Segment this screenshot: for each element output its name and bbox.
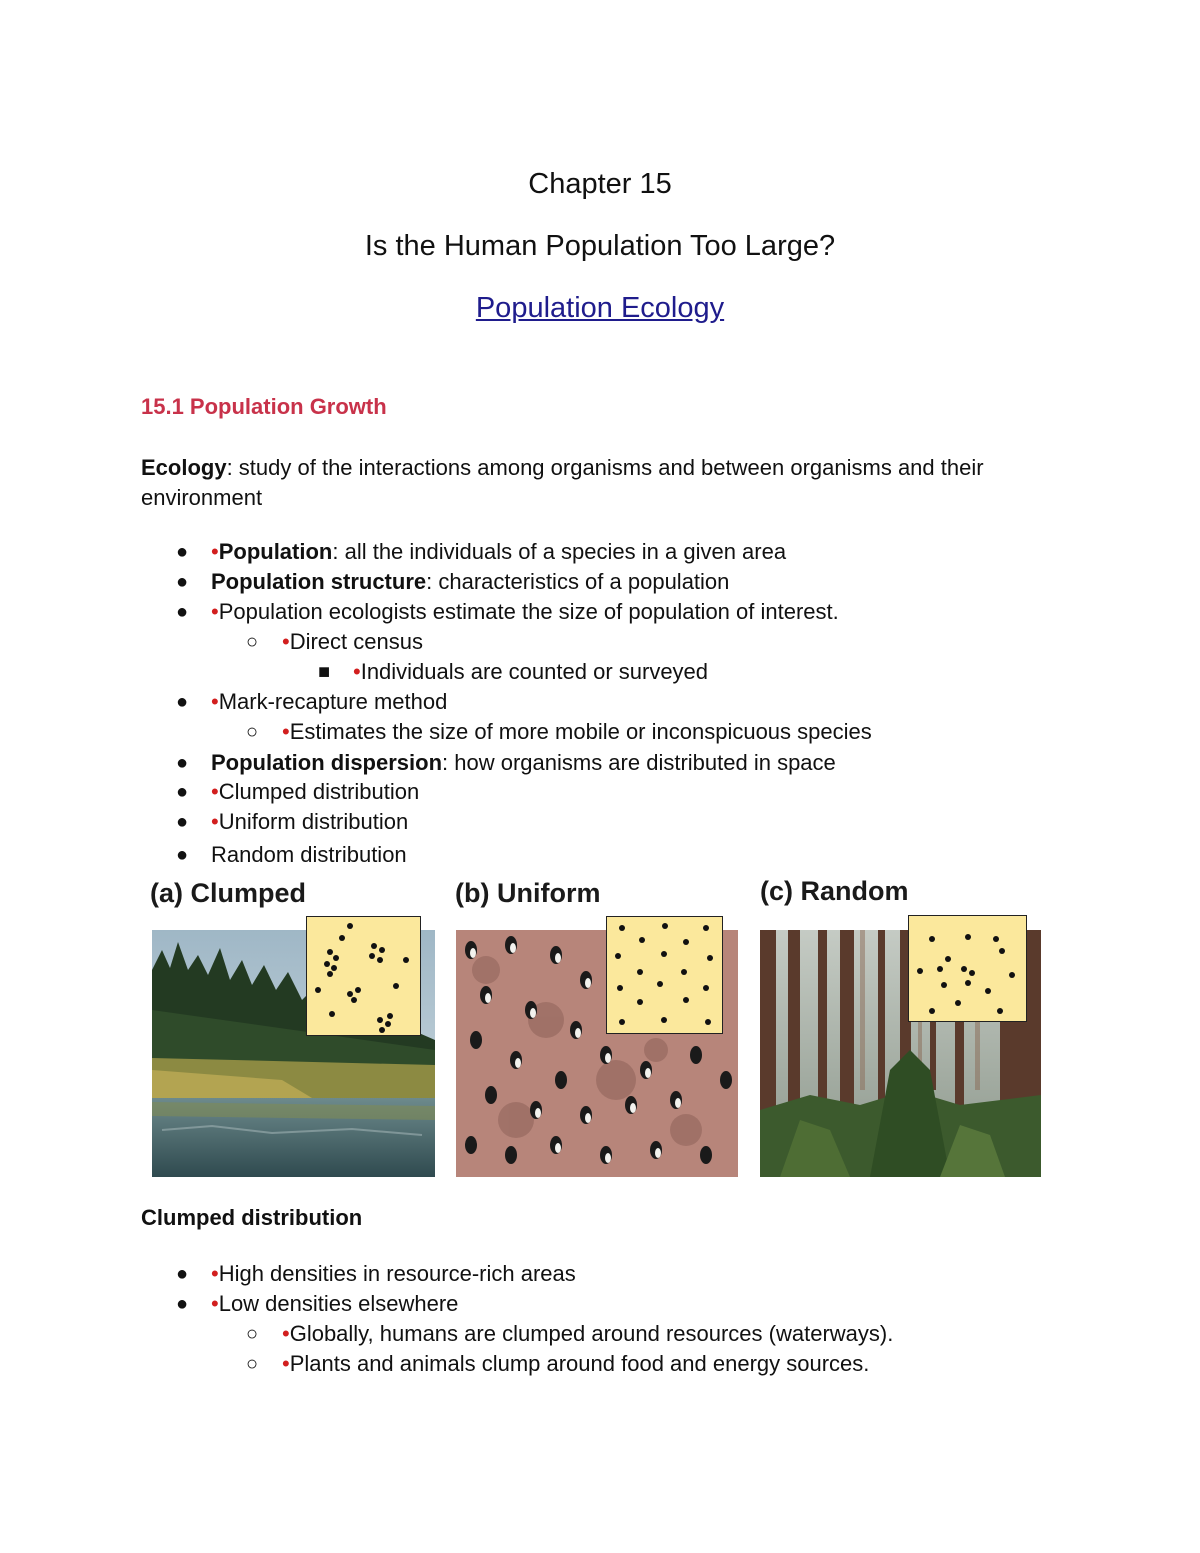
red-dot: • xyxy=(282,1351,290,1376)
panel-label-uniform: (b) Uniform xyxy=(455,878,601,908)
pattern-dot xyxy=(661,1017,667,1023)
pattern-dot xyxy=(351,997,357,1003)
pattern-dot xyxy=(985,988,991,994)
pattern-dot xyxy=(993,936,999,942)
pattern-dot xyxy=(929,936,935,942)
item-text: Plants and animals clump around food and energy sources. xyxy=(289,1351,870,1376)
bullet-icon: ● xyxy=(176,811,189,833)
bullet-icon: ○ xyxy=(246,1323,259,1345)
red-dot: • xyxy=(353,659,361,684)
pattern-dot xyxy=(637,969,643,975)
item-text: Mark-recapture method xyxy=(218,689,448,714)
bullet-icon: ● xyxy=(176,752,189,774)
pattern-dot xyxy=(379,1027,385,1033)
pattern-dot xyxy=(683,939,689,945)
bullet-icon: ● xyxy=(176,691,189,713)
pattern-dot xyxy=(917,968,923,974)
item-text: High densities in resource-rich areas xyxy=(218,1261,576,1286)
pattern-dot xyxy=(929,1008,935,1014)
pattern-dot xyxy=(315,987,321,993)
bullet-icon: ○ xyxy=(246,631,259,653)
pattern-dot xyxy=(639,937,645,943)
item-text: : how organisms are distributed in space xyxy=(442,750,836,775)
item-text: Direct census xyxy=(289,629,423,654)
random-pattern-inset xyxy=(908,915,1027,1022)
bullet-icon: ● xyxy=(176,1263,189,1285)
pattern-dot xyxy=(393,983,399,989)
pattern-dot xyxy=(661,951,667,957)
pattern-dot xyxy=(999,948,1005,954)
pattern-dot xyxy=(965,934,971,940)
red-dot: • xyxy=(211,809,219,834)
bullet-icon: ○ xyxy=(246,1353,259,1375)
item-text: Random distribution xyxy=(211,842,407,867)
term: Population dispersion xyxy=(211,750,443,775)
item-text: Globally, humans are clumped around resources (waterways). xyxy=(289,1321,894,1346)
pattern-dot xyxy=(327,949,333,955)
red-dot: • xyxy=(211,1291,219,1316)
item-text: Clumped distribution xyxy=(218,779,420,804)
panel-label-clumped: (a) Clumped xyxy=(150,878,307,908)
pattern-dot xyxy=(369,953,375,959)
red-dot: • xyxy=(211,599,219,624)
item-text: Low densities elsewhere xyxy=(218,1291,459,1316)
red-dot: • xyxy=(282,629,290,654)
pattern-dot xyxy=(339,935,345,941)
pattern-dot xyxy=(331,965,337,971)
pattern-dot xyxy=(347,923,353,929)
chapter-number: Chapter 15 xyxy=(528,168,672,200)
pattern-dot xyxy=(377,957,383,963)
chapter-title: Is the Human Population Too Large? xyxy=(364,230,836,262)
pattern-dot xyxy=(681,969,687,975)
pattern-dot xyxy=(387,1013,393,1019)
bullet-icon: ● xyxy=(176,571,189,593)
pattern-dot xyxy=(385,1021,391,1027)
pattern-dot xyxy=(329,1011,335,1017)
pattern-dot xyxy=(941,982,947,988)
bullet-icon: ○ xyxy=(246,721,259,743)
pattern-dot xyxy=(683,997,689,1003)
pattern-dot xyxy=(347,991,353,997)
pattern-dot xyxy=(1009,972,1015,978)
red-dot: • xyxy=(282,719,290,744)
red-dot: • xyxy=(211,539,219,564)
pattern-dot xyxy=(937,966,943,972)
ecology-definition xyxy=(141,453,1061,513)
pattern-dot xyxy=(619,1019,625,1025)
pattern-dot xyxy=(657,981,663,987)
clumped-heading: Clumped distribution xyxy=(141,1205,363,1230)
pattern-dot xyxy=(969,970,975,976)
pattern-dot xyxy=(945,956,951,962)
bullet-icon: ■ xyxy=(318,661,331,683)
pattern-dot xyxy=(615,953,621,959)
pattern-dot xyxy=(965,980,971,986)
pattern-dot xyxy=(324,961,330,967)
pattern-dot xyxy=(662,923,668,929)
bullet-icon: ● xyxy=(176,781,189,803)
term: Population xyxy=(218,539,333,564)
item-text: : characteristics of a population xyxy=(426,569,730,594)
pattern-dot xyxy=(703,925,709,931)
red-dot: • xyxy=(211,779,219,804)
pattern-dot xyxy=(403,957,409,963)
bullet-icon: ● xyxy=(176,844,189,866)
clumped-pattern-inset xyxy=(306,916,421,1036)
bullet-icon: ● xyxy=(176,541,189,563)
pattern-dot xyxy=(997,1008,1003,1014)
ecology-term: Ecology xyxy=(141,455,227,480)
ecology-definition-text: : study of the interactions among organisms and between organisms and their environment xyxy=(141,455,984,510)
pattern-dot xyxy=(371,943,377,949)
pattern-dot xyxy=(637,999,643,1005)
panel-label-random: (c) Random xyxy=(760,876,909,906)
topic-link[interactable]: Population Ecology xyxy=(475,292,725,324)
red-dot: • xyxy=(211,1261,219,1286)
term: Population structure xyxy=(211,569,427,594)
red-dot: • xyxy=(211,689,219,714)
section-heading: 15.1 Population Growth xyxy=(141,394,387,419)
pattern-dot xyxy=(377,1017,383,1023)
pattern-dot xyxy=(955,1000,961,1006)
item-text: Individuals are counted or surveyed xyxy=(360,659,709,684)
pattern-dot xyxy=(333,955,339,961)
uniform-pattern-inset xyxy=(606,916,723,1034)
item-text: Population ecologists estimate the size of population of interest. xyxy=(218,599,839,624)
bullet-icon: ● xyxy=(176,1293,189,1315)
item-text: Estimates the size of more mobile or inconspicuous species xyxy=(289,719,872,744)
item-text: : all the individuals of a species in a given area xyxy=(332,539,787,564)
pattern-dot xyxy=(703,985,709,991)
bullet-icon: ● xyxy=(176,601,189,623)
pattern-dot xyxy=(705,1019,711,1025)
pattern-dot xyxy=(327,971,333,977)
pattern-dot xyxy=(355,987,361,993)
pattern-dot xyxy=(707,955,713,961)
pattern-dot xyxy=(379,947,385,953)
pattern-dot xyxy=(961,966,967,972)
item-text: Uniform distribution xyxy=(218,809,409,834)
pattern-dot xyxy=(617,985,623,991)
pattern-dot xyxy=(619,925,625,931)
red-dot: • xyxy=(282,1321,290,1346)
